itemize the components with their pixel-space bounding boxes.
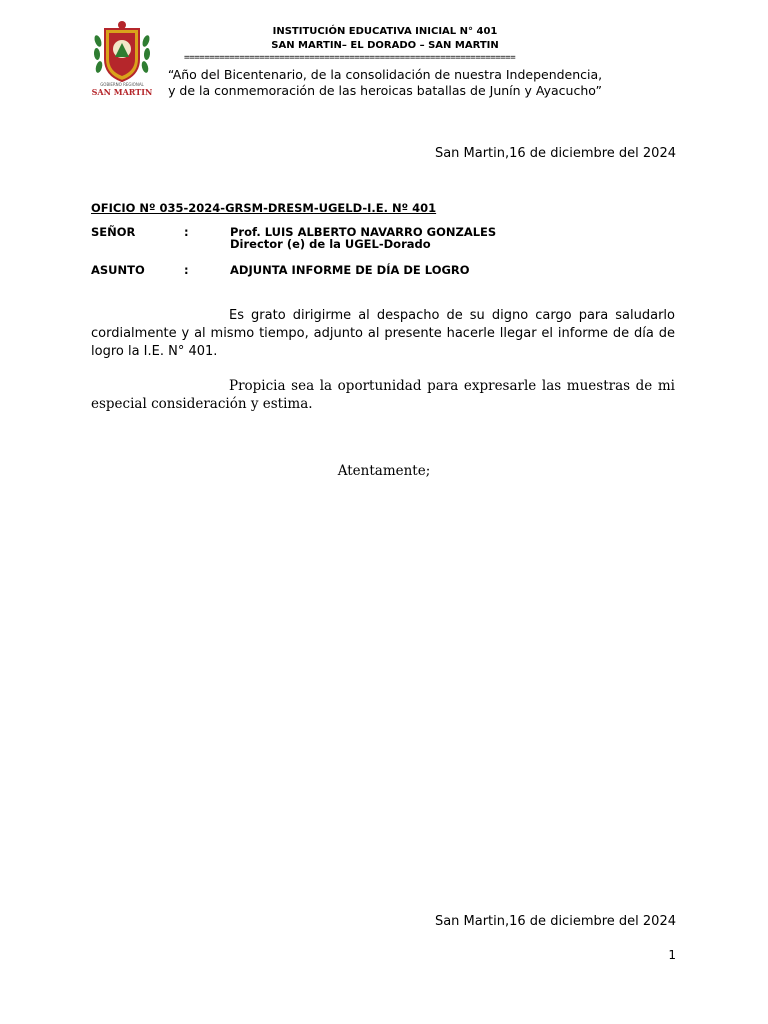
closing-salutation: Atentamente; xyxy=(337,463,431,479)
subject-text: ADJUNTA INFORME DE DÍA DE LOGRO xyxy=(230,263,470,277)
subject-colon: : xyxy=(184,263,189,277)
body-paragraph-2-text: Propicia sea la oportunidad para expresarle las muestras de mi especial consideración y estima. xyxy=(91,378,675,412)
date-bottom: San Martin,16 de diciembre del 2024 xyxy=(434,914,676,929)
recipient-name: Prof. LUIS ALBERTO NAVARRO GONZALES xyxy=(230,225,497,239)
logo-caption-top: GOBIERNO REGIONAL xyxy=(100,82,144,87)
page-number: 1 xyxy=(668,948,676,962)
recipient-colon: : xyxy=(184,225,189,239)
institution-location: SAN MARTIN– EL DORADO – SAN MARTIN xyxy=(271,40,499,51)
body-paragraph-1 xyxy=(91,307,675,361)
recipient-label: SEÑOR xyxy=(91,225,136,239)
subject-label: ASUNTO xyxy=(91,263,145,277)
regional-government-logo xyxy=(91,19,153,97)
logo-caption-bottom: SAN MARTIN xyxy=(91,87,153,97)
header-separator: ================================================================== xyxy=(184,54,516,63)
body-paragraph-1-text: Es grato dirigirme al despacho de su digno cargo para saludarlo cordialmente y al mismo tiempo, adjunto al presente hacerle llegar el informe de día de logro la I.E. N° 401. xyxy=(91,308,675,359)
recipient-title: Director (e) de la UGEL-Dorado xyxy=(230,237,431,251)
body-paragraph-2 xyxy=(91,377,675,413)
oficio-number: OFICIO Nº 035-2024-GRSM-DRESM-UGELD-I.E. Nº 401 xyxy=(91,201,437,215)
motto-line-1: “Año del Bicentenario, de la consolidación de nuestra Independencia, xyxy=(167,67,603,82)
institution-name: INSTITUCIÓN EDUCATIVA INICIAL N° 401 xyxy=(272,26,498,37)
date-top: San Martin,16 de diciembre del 2024 xyxy=(434,146,676,161)
motto-line-2: y de la conmemoración de las heroicas batallas de Junín y Ayacucho” xyxy=(168,83,602,98)
